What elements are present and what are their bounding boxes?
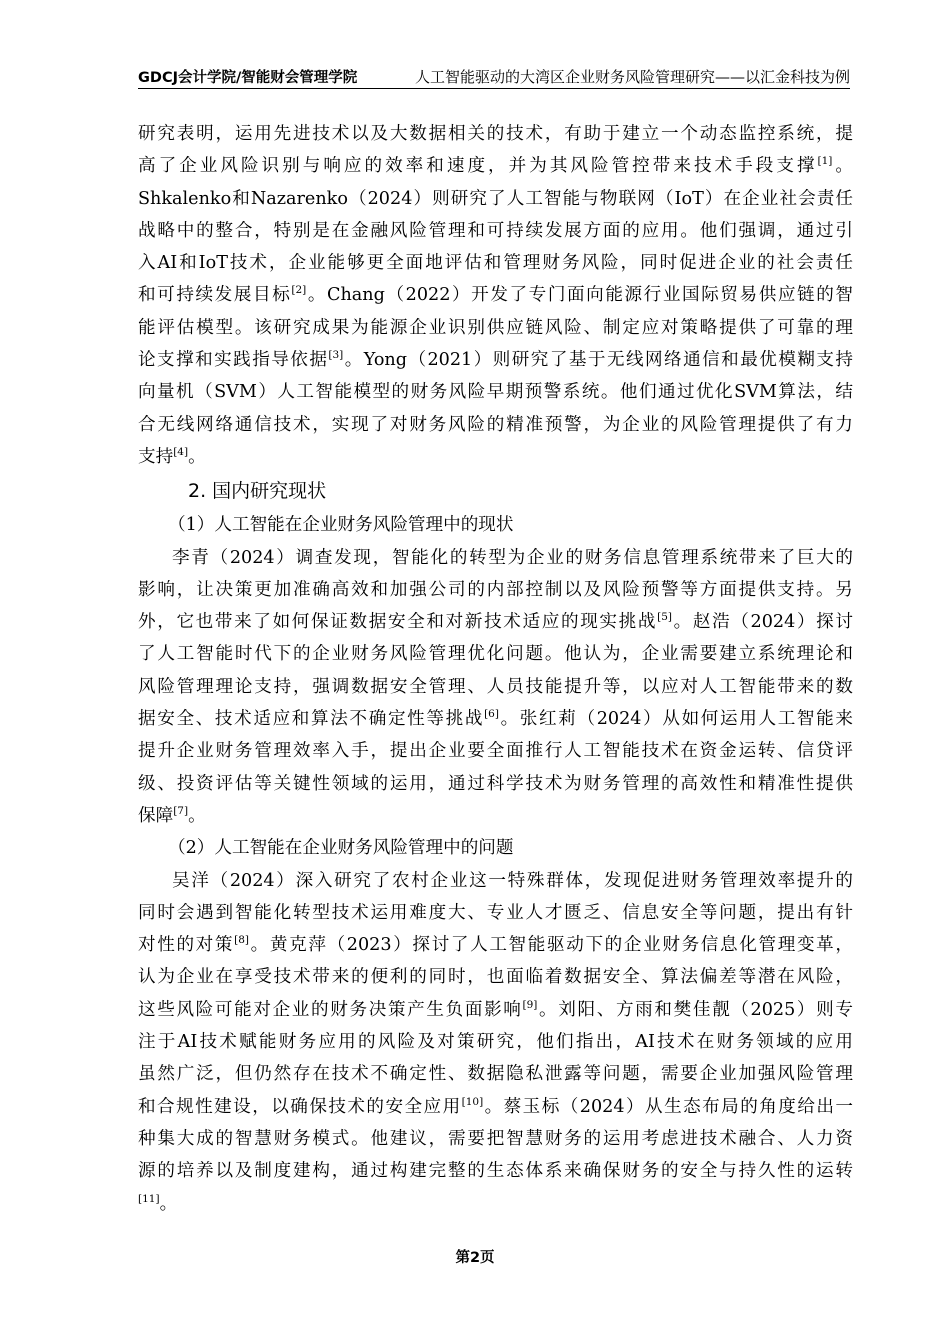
text-line xyxy=(138,800,853,832)
header-paper-title: 人工智能驱动的大湾区企业财务风险管理研究——以汇金科技为例 xyxy=(414,68,850,86)
text-line xyxy=(138,183,853,215)
text-segment: 这些风险可能对企业的财务决策产生负面影响 xyxy=(138,999,523,1020)
text-segment: 对性的对策 xyxy=(138,935,235,956)
text-segment: 。黄克萍（2023）探讨了人工智能驱动下的企业财务信息化管理变革， xyxy=(249,935,853,956)
text-segment: 论支撑和实践指导依据 xyxy=(138,350,329,371)
text-segment: 。刘阳、方雨和樊佳靓（2025）则专 xyxy=(537,999,853,1020)
text-segment: 风险管理理论支持，强调数据安全管理、人员技能提升等，以应对人工智能带来的数 xyxy=(138,676,853,697)
text-line xyxy=(138,150,853,182)
paragraph-domestic-problems xyxy=(138,865,853,1220)
citation-ref: [1] xyxy=(817,155,833,168)
text-line xyxy=(138,1091,853,1123)
citation-ref: [2] xyxy=(291,284,307,297)
text-segment: 。蔡玉标（2024）从生态布局的角度给出一 xyxy=(483,1096,853,1117)
text-segment: 。 xyxy=(832,156,853,177)
text-segment: 同时会遇到智能化转型技术运用难度大、专业人才匮乏、信息安全等问题，提出有针 xyxy=(138,902,853,923)
text-line xyxy=(138,994,853,1026)
text-line xyxy=(138,247,853,279)
text-segment: 入AI和IoT技术，企业能够更全面地评估和管理财务风险，同时促进企业的社会责任 xyxy=(138,253,853,274)
text-line xyxy=(138,344,853,376)
text-segment: 。 xyxy=(188,446,206,467)
text-line xyxy=(138,1155,853,1187)
citation-ref: [8] xyxy=(234,934,250,947)
text-segment: 据安全、技术适应和算法不确定性等挑战 xyxy=(138,709,485,730)
text-segment: 影响，让决策更加准确高效和加强公司的内部控制以及风险预警等方面提供支持。另 xyxy=(138,579,853,600)
text-segment: 外，它也带来了如何保证数据安全和对新技术适应的现实挑战 xyxy=(138,612,658,633)
paragraph-domestic-status xyxy=(138,542,853,833)
text-line xyxy=(138,409,853,441)
text-line xyxy=(138,215,853,247)
text-line xyxy=(138,118,853,150)
text-segment: 吴洋（2024）深入研究了农村企业这一特殊群体，发现促进财务管理效率提升的 xyxy=(172,870,853,891)
text-line xyxy=(138,574,853,606)
text-line xyxy=(138,638,853,670)
text-line xyxy=(138,768,853,800)
text-segment: 研究表明，运用先进技术以及大数据相关的技术，有助于建立一个动态监控系统，提 xyxy=(138,124,853,144)
text-line xyxy=(138,279,853,311)
text-line xyxy=(138,671,853,703)
text-segment: 高了企业风险识别与响应的效率和速度，并为其风险管控带来技术手段支撑 xyxy=(138,156,818,177)
citation-ref: [9] xyxy=(522,998,538,1011)
page-number: 第2页 xyxy=(455,1250,495,1266)
subheading-problems: （2）人工智能在企业财务风险管理中的问题 xyxy=(168,838,514,859)
text-segment: 和可持续发展目标 xyxy=(138,285,292,306)
text-segment: 源的培养以及制度建构，通过构建完整的生态体系来确保财务的安全与持久性的运转 xyxy=(138,1161,853,1182)
text-segment: 虽然广泛，但仍然存在技术不确定性、数据隐私泄露等问题，需要企业加强风险管理 xyxy=(138,1064,853,1085)
page-header xyxy=(138,62,850,89)
text-segment: 战略中的整合，特别是在金融风险管理和可持续发展方面的应用。他们强调，通过引 xyxy=(138,220,853,241)
subheading-status: （1）人工智能在企业财务风险管理中的现状 xyxy=(168,515,514,536)
text-segment: Shkalenko和Nazarenko（2024）则研究了人工智能与物联网（IoT）在企业社会责任 xyxy=(138,188,853,209)
text-line xyxy=(138,1026,853,1058)
header-institution: GDCJ会计学院/智能财会管理学院 xyxy=(138,70,358,86)
text-segment: 种集大成的智慧财务模式。他建议，需要把智慧财务的运用考虑进技术融合、人力资 xyxy=(138,1128,853,1149)
text-segment: 向量机（SVM）人工智能模型的财务风险早期预警系统。他们通过优化SVM算法，结 xyxy=(138,382,853,403)
citation-ref: [7] xyxy=(173,805,189,818)
text-segment: 支持 xyxy=(138,446,174,467)
text-line xyxy=(138,865,853,897)
text-segment: 能评估模型。该研究成果为能源企业识别供应链风险、制定应对策略提供了可靠的理 xyxy=(138,317,853,338)
text-line xyxy=(138,376,853,408)
text-line xyxy=(138,703,853,735)
citation-ref: [4] xyxy=(173,446,189,459)
citation-ref: [6] xyxy=(484,708,499,721)
text-segment: 提升企业财务管理效率入手，提出企业要全面推行人工智能技术在资金运转、信贷评 xyxy=(138,741,853,762)
text-segment: 和合规性建设，以确保技术的安全应用 xyxy=(138,1096,462,1117)
text-segment: 。 xyxy=(188,805,206,826)
text-line xyxy=(138,735,853,767)
text-line xyxy=(138,1188,853,1220)
section-heading: 2. 国内研究现状 xyxy=(188,480,327,503)
text-line xyxy=(138,542,853,574)
citation-ref: [5] xyxy=(657,611,672,624)
text-segment: 保障 xyxy=(138,805,174,826)
citation-ref: [10] xyxy=(461,1095,484,1108)
text-segment: 了人工智能时代下的企业财务风险管理优化问题。他认为，企业需要建立系统理论和 xyxy=(138,644,853,665)
text-line xyxy=(138,897,853,929)
text-segment: 。Yong（2021）则研究了基于无线网络通信和最优模糊支持 xyxy=(343,350,853,371)
text-line xyxy=(138,312,853,344)
text-segment: 合无线网络通信技术，实现了对财务风险的精准预警，为企业的风险管理提供了有力 xyxy=(138,414,853,435)
text-segment: 。赵浩（2024）探讨 xyxy=(672,612,853,633)
text-segment: 级、投资评估等关键性领域的运用，通过科学技术为财务管理的高效性和精准性提供 xyxy=(138,773,853,794)
text-line xyxy=(138,1123,853,1155)
text-segment: 。 xyxy=(159,1193,178,1214)
paragraph-foreign-research xyxy=(138,118,853,473)
text-segment: 李青（2024）调查发现，智能化的转型为企业的财务信息管理系统带来了巨大的 xyxy=(172,547,853,568)
text-line xyxy=(138,929,853,961)
citation-ref: [11] xyxy=(138,1192,160,1205)
text-segment: 。Chang（2022）开发了专门面向能源行业国际贸易供应链的智 xyxy=(306,285,853,306)
text-line xyxy=(138,441,853,473)
text-segment: 认为企业在享受技术带来的便利的同时，也面临着数据安全、算法偏差等潜在风险， xyxy=(138,967,853,988)
text-line xyxy=(138,1058,853,1090)
text-segment: 。张红莉（2024）从如何运用人工智能来 xyxy=(498,709,853,730)
citation-ref: [3] xyxy=(328,349,344,362)
text-line xyxy=(138,961,853,993)
text-line xyxy=(138,606,853,638)
text-segment: 注于AI技术赋能财务应用的风险及对策研究，他们指出，AI技术在财务领域的应用 xyxy=(138,1032,853,1053)
page-body xyxy=(138,118,853,1220)
